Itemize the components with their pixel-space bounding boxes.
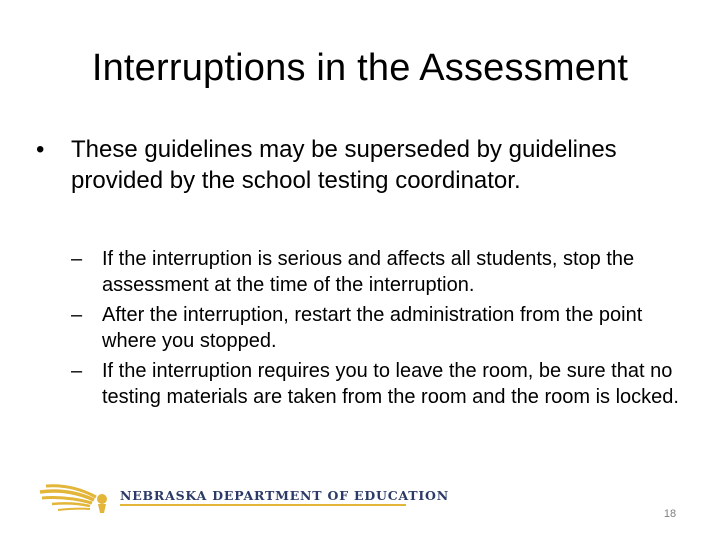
- main-bullet: [36, 134, 676, 196]
- sunburst-logo-icon: [38, 482, 116, 514]
- sub-bullet-text: After the interruption, restart the administration from the point where you stopped.: [102, 304, 643, 352]
- sub-bullet-text: If the interruption is serious and affects all students, stop the assessment at the time of the interruption.: [102, 248, 635, 296]
- sub-bullet-marker: –: [71, 248, 83, 270]
- sub-bullet-list: [71, 246, 691, 414]
- main-bullet-text: These guidelines may be superseded by guidelines provided by the school testing coordinator.: [71, 136, 617, 194]
- sub-bullet-marker: –: [71, 304, 83, 326]
- slide-title: Interruptions in the Assessment: [91, 47, 629, 89]
- sub-bullet: [71, 358, 691, 410]
- page-number: 18: [663, 508, 677, 520]
- bullet-marker: •: [36, 136, 45, 163]
- organization-name: NEBRASKA DEPARTMENT OF EDUCATION: [120, 488, 449, 503]
- sub-bullet: [71, 302, 691, 354]
- sub-bullet-text: If the interruption requires you to leave the room, be sure that no testing materials are taken from the room and the room is locked.: [102, 360, 679, 408]
- sub-bullet-marker: –: [71, 360, 83, 382]
- sub-bullet: [71, 246, 691, 298]
- department-logo: [38, 482, 449, 514]
- logo-underline: [120, 504, 406, 506]
